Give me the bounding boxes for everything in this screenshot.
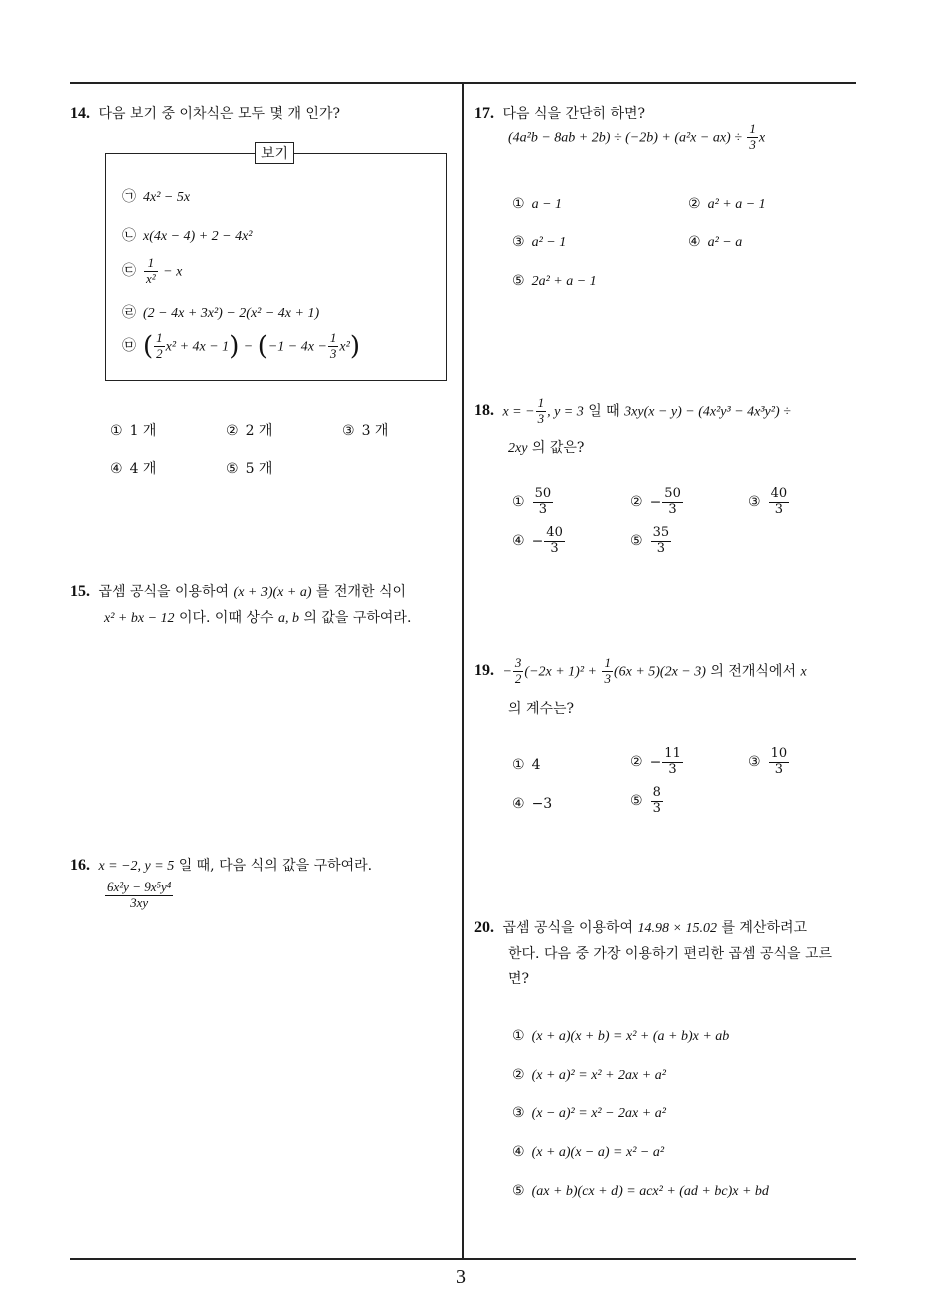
question-number: 20. — [474, 919, 494, 936]
question-number: 17. — [474, 105, 494, 122]
question-17: 17. 다음 식을 간단히 하면? — [474, 105, 646, 122]
q18-choice-2[interactable]: ② − $\frac{50}{3}$ — [630, 486, 681, 517]
q16-fraction: $\frac{\text{6x²y − 9x⁵y⁴}}{3xy}$ — [107, 879, 172, 910]
q20-choice-4[interactable]: ④ (x + a)(x − a) = x² − a² — [512, 1144, 665, 1160]
q14-choice-2[interactable]: ② 2 개 — [226, 423, 273, 439]
q14-choice-4[interactable]: ④ 4 개 — [110, 461, 157, 477]
question-number: 19. — [474, 662, 494, 680]
example-item-4: ㉣ (2 − 4x + 3x²) − 2(x² − 4x + 1) — [122, 305, 320, 321]
q18-line2: 2xy 의 값은? — [508, 440, 585, 456]
question-14 — [70, 102, 340, 126]
q19-choice-3[interactable]: ③ $\frac{10}{3}$ — [748, 746, 788, 777]
q17-choice-4[interactable]: ④ a² − a — [688, 234, 743, 250]
bottom-rule — [70, 1258, 856, 1260]
column-divider — [462, 82, 464, 1260]
question-19: 19. − $\frac{3}{2}$ (−2x + 1)² + $\frac{1}{3}$ (6x + 5)(2x − 3) 의 전개식에서 x — [474, 655, 807, 686]
q19-choice-5[interactable]: ⑤ $\frac{8}{3}$ — [630, 785, 661, 816]
q14-choice-5[interactable]: ⑤ 5 개 — [226, 461, 273, 477]
example-item-1: ㉠ 4x² − 5x — [122, 189, 191, 205]
q18-choice-1[interactable]: ① $\frac{50}{3}$ — [512, 486, 552, 517]
q19-choice-1[interactable]: ① 4 — [512, 757, 541, 773]
question-number: 15. — [70, 583, 90, 600]
q19-choice-4[interactable]: ④ −3 — [512, 796, 553, 812]
question-number: 14. — [70, 105, 90, 122]
q14-choice-3[interactable]: ③ 3 개 — [342, 423, 389, 439]
q17-choice-5[interactable]: ⑤ 2a² + a − 1 — [512, 273, 597, 289]
question-18: 18. x = − $\frac{1}{3}$ , y = 3 일 때 3xy(x − y) − (4x²y³ − 4x³y²) ÷ — [474, 395, 791, 426]
page-number: 3 — [456, 1266, 466, 1288]
q18-choice-3[interactable]: ③ $\frac{40}{3}$ — [748, 486, 788, 517]
example-item-5: ㉤ ( $\frac{1}{2}$ x² + 4x − 1) − (−1 − 4x − $\frac{1}{3}$ x²) — [122, 330, 360, 362]
q17-expression: (4a²b − 8ab + 2b) ÷ (−2b) + (a²x − ax) ÷ $\frac{1}{3}$ x — [508, 121, 766, 152]
example-item-2: ㉡ x(4x − 4) + 2 − 4x² — [122, 228, 253, 244]
example-box-title: 보기 — [255, 142, 294, 164]
q20-choice-5[interactable]: ⑤ (ax + b)(cx + d) = acx² + (ad + bc)x + bd — [512, 1183, 769, 1199]
question-20: 20. 곱셈 공식을 이용하여 14.98 × 15.02 를 계산하려고 한다. 다음 중 가장 이용하기 편리한 곱셈 공식을 고르 면? — [474, 919, 833, 987]
question-number: 18. — [474, 402, 494, 420]
example-item-3: ㉢ $\frac{1}{\text{x²}}$ − x — [122, 255, 183, 286]
q20-choice-2[interactable]: ② (x + a)² = x² + 2ax + a² — [512, 1067, 666, 1083]
question-16: 16. x = −2, y = 5 일 때, 다음 식의 값을 구하여라. — [70, 857, 373, 874]
question-number: 16. — [70, 857, 90, 874]
q17-choice-2[interactable]: ② a² + a − 1 — [688, 196, 766, 212]
q18-choice-5[interactable]: ⑤ $\frac{35}{3}$ — [630, 525, 670, 556]
q17-choice-3[interactable]: ③ a² − 1 — [512, 234, 567, 250]
q19-line2: 의 계수는? — [508, 701, 575, 717]
question-text: 다음 보기 중 이차식은 모두 몇 개 인가? — [98, 106, 340, 122]
q20-choice-3[interactable]: ③ (x − a)² = x² − 2ax + a² — [512, 1105, 666, 1121]
q14-choice-1[interactable]: ① 1 개 — [110, 423, 157, 439]
q17-choice-1[interactable]: ① a − 1 — [512, 196, 563, 212]
q20-choice-1[interactable]: ① (x + a)(x + b) = x² + (a + b)x + ab — [512, 1028, 730, 1044]
question-15: 15. 곱셈 공식을 이용하여 (x + 3)(x + a) 를 전개한 식이 x² + bx − 12 이다. 이때 상수 a, b 의 값을 구하여라. — [70, 583, 412, 626]
q19-choice-2[interactable]: ② − $\frac{11}{3}$ — [630, 746, 681, 777]
q18-choice-4[interactable]: ④ − $\frac{40}{3}$ — [512, 525, 563, 556]
